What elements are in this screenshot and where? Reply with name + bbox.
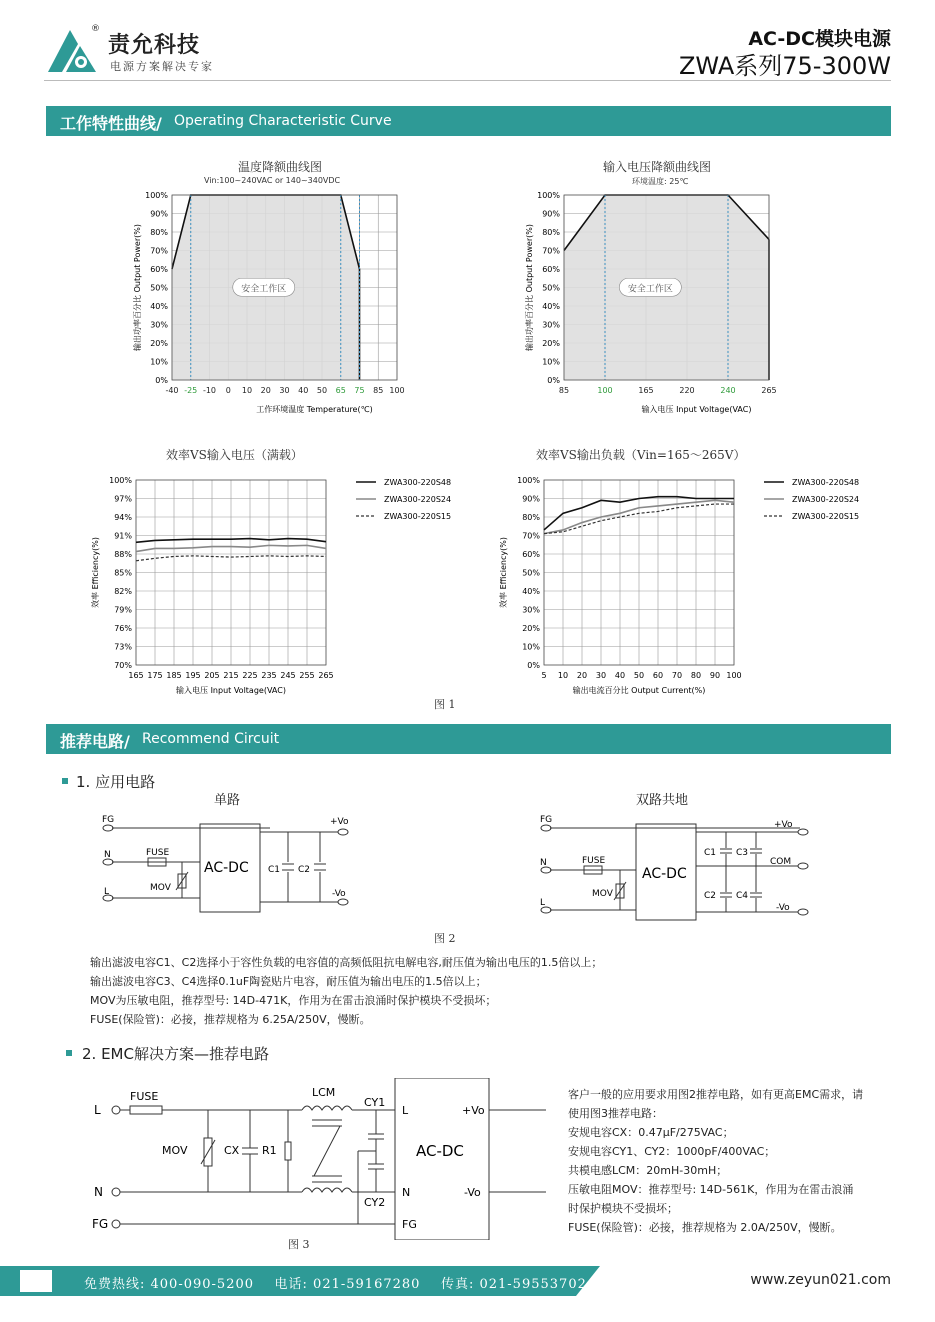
y-tick-label: 0% <box>155 376 168 385</box>
figure-2-caption: 图 2 <box>434 932 456 945</box>
x-axis-label: 输出电流百分比 Output Current(%) <box>572 686 706 695</box>
x-tick-label: 30 <box>279 386 290 395</box>
zone-label: 安全工作区 <box>241 284 287 295</box>
registered-mark: ® <box>91 24 100 34</box>
subsection-application: 1. 应用电路 <box>76 773 156 791</box>
x-tick-label: 220 <box>679 386 695 395</box>
n-label: N <box>104 850 111 860</box>
x-tick-label: 165 <box>638 386 654 395</box>
fuse-label: FUSE <box>130 1090 159 1103</box>
emc-note-2: 使用图3推荐电路： <box>568 1107 663 1120</box>
fg-label: FG <box>102 815 115 825</box>
bullet-square-icon <box>62 778 68 784</box>
footer-fax: 传真: 021-59553702 <box>440 1277 587 1292</box>
x-tick-label: 100 <box>726 671 742 680</box>
x-tick-label: 90 <box>709 671 721 680</box>
n-label: N <box>540 858 547 868</box>
x-tick-label: 20 <box>260 386 271 395</box>
x-tick-label: 70 <box>671 671 683 680</box>
y-tick-label: 30% <box>542 320 560 330</box>
y-tick-label: 50% <box>522 568 540 578</box>
mov-label: MOV <box>592 889 613 899</box>
circuit-emc <box>90 1078 550 1240</box>
y-tick-label: 70% <box>542 246 560 256</box>
x-tick-label: 255 <box>299 671 315 680</box>
chart-vin-title: 输入电压降额曲线图 <box>603 160 712 174</box>
y-tick-label: 80% <box>150 228 168 237</box>
mov-label: MOV <box>150 883 171 893</box>
y-tick-label: 79% <box>114 605 132 615</box>
x-tick-label: 0 <box>225 386 231 395</box>
footer-hotline: 免费热线: 400-090-5200 <box>84 1277 255 1292</box>
y-axis-label: 输出功率百分比 Output Power(%) <box>133 224 142 351</box>
chart-vin-subtitle: 环境温度: 25℃ <box>632 177 689 186</box>
y-tick-label: 60% <box>150 265 168 274</box>
y-tick-label: 100% <box>109 476 132 485</box>
note-line-1: 输出滤波电容C1、C2选择小于容性负载的电容值的高频低阻抗电解电容,耐压值为输出电压的1.5倍以上； <box>90 956 603 969</box>
legend-label: ZWA300-220S24 <box>792 495 860 504</box>
footer-square-icon <box>20 1270 52 1292</box>
circuit-dual <box>530 810 830 922</box>
series-title: ZWA系列75-300W <box>678 52 891 80</box>
x-tick-label: 65 <box>335 386 346 395</box>
x-axis-label: 输入电压 Input Voltage(VAC) <box>176 686 286 695</box>
emc-note-8: FUSE(保险管)：必接，推荐规格为 2.0A/250V，慢断。 <box>568 1221 842 1234</box>
zone-label: 安全工作区 <box>627 284 673 295</box>
x-tick-label: -40 <box>165 386 179 395</box>
y-tick-label: 91% <box>114 531 132 541</box>
brand-name: 责允科技 <box>108 33 201 58</box>
y-tick-label: 20% <box>522 624 540 633</box>
y-tick-label: 90% <box>150 209 168 219</box>
x-tick-label: 185 <box>166 671 182 680</box>
y-tick-label: 80% <box>522 513 540 522</box>
emc-note-7: 时保护模块不受损坏； <box>568 1202 678 1215</box>
y-tick-label: 60% <box>522 550 540 559</box>
x-tick-label: 265 <box>761 386 777 395</box>
y-tick-label: 85% <box>114 568 132 578</box>
fuse-label: FUSE <box>582 856 606 866</box>
brand-slogan: 电源方案解决专家 <box>110 60 214 73</box>
chart-temp-subtitle: Vin:100~240VAC or 140~340VDC <box>204 176 341 185</box>
x-tick-label: 75 <box>354 386 365 395</box>
x-axis-label: 工作环境温度 Temperature(℃) <box>256 405 373 414</box>
y-tick-label: 30% <box>150 320 168 330</box>
vo-minus-label: -Vo <box>332 889 346 899</box>
x-tick-label: 40 <box>298 386 309 395</box>
y-tick-label: 100% <box>517 476 540 485</box>
x-tick-label: 50 <box>316 386 328 395</box>
legend-label: ZWA300-220S48 <box>792 478 860 487</box>
y-axis-label: 效率 Efficiency(%) <box>499 537 508 608</box>
fg-label: FG <box>92 1217 109 1231</box>
y-tick-label: 40% <box>542 302 560 311</box>
product-line-title: AC-DC模块电源 <box>748 28 891 50</box>
x-tick-label: 20 <box>576 671 588 680</box>
y-tick-label: 20% <box>542 339 560 348</box>
x-tick-label: 60 <box>652 671 664 680</box>
y-tick-label: 90% <box>522 494 540 504</box>
figure-1-caption: 图 1 <box>434 698 456 711</box>
vo-plus-label: +Vo <box>774 820 793 830</box>
x-tick-label: 165 <box>128 671 144 680</box>
cx-label: CX <box>224 1144 240 1157</box>
acdc-label: AC-DC <box>204 860 249 876</box>
website-link[interactable]: www.zeyun021.com <box>750 1272 891 1288</box>
n-label: N <box>94 1185 103 1199</box>
r1-label: R1 <box>262 1144 277 1157</box>
vo-minus-label: -Vo <box>464 1186 481 1199</box>
y-tick-label: 70% <box>150 246 168 256</box>
y-tick-label: 70% <box>114 661 132 670</box>
emc-note-4: 安规电容CY1、CY2：1000pF/400VAC； <box>568 1145 776 1158</box>
legend-label: ZWA300-220S15 <box>792 512 860 521</box>
legend-label: ZWA300-220S48 <box>384 478 452 487</box>
y-tick-label: 50% <box>150 283 168 293</box>
c1-label: C1 <box>268 865 281 875</box>
chart-temp-title: 温度降额曲线图 <box>238 160 323 174</box>
fg-label: FG <box>540 815 553 825</box>
y-tick-label: 76% <box>114 624 132 633</box>
y-tick-label: 100% <box>145 191 168 200</box>
l-label: L <box>104 887 110 897</box>
lcm-label: LCM <box>312 1086 336 1099</box>
y-tick-label: 94% <box>114 513 132 522</box>
y-tick-label: 50% <box>542 283 560 293</box>
fuse-label: FUSE <box>146 848 170 858</box>
cy2-label: CY2 <box>364 1196 386 1209</box>
y-axis-label: 效率 Efficiency(%) <box>91 537 100 608</box>
y-tick-label: 30% <box>522 605 540 615</box>
circuit-dual-title: 双路共地 <box>636 793 689 808</box>
emc-note-5: 共模电感LCM：20mH-30mH； <box>568 1164 728 1177</box>
vo-plus-label: +Vo <box>330 817 349 827</box>
emc-note-1: 客户一般的应用要求用图2推荐电路，如有更高EMC需求，请 <box>568 1088 864 1101</box>
vo-minus-label: -Vo <box>776 903 790 913</box>
x-tick-label: 85 <box>373 386 384 395</box>
y-tick-label: 97% <box>114 494 132 504</box>
c1-label: C1 <box>704 848 717 858</box>
in-n-label: N <box>402 1186 411 1199</box>
x-tick-label: 100 <box>389 386 405 395</box>
y-tick-label: 100% <box>537 191 560 200</box>
x-tick-label: 80 <box>690 671 702 680</box>
section-title-cn: 工作特性曲线/ <box>60 114 162 133</box>
x-tick-label: 215 <box>223 671 239 680</box>
footer-contact <box>84 1273 587 1292</box>
x-tick-label: 85 <box>558 386 570 395</box>
y-tick-label: 40% <box>522 587 540 596</box>
x-tick-label: -25 <box>184 386 198 395</box>
y-tick-label: 10% <box>150 357 168 367</box>
x-axis-label: 输入电压 Input Voltage(VAC) <box>641 405 752 414</box>
chart-eff-vin-title: 效率VS输入电压（满载） <box>166 448 303 462</box>
x-tick-label: 40 <box>614 671 626 680</box>
x-tick-label: 30 <box>595 671 607 680</box>
x-tick-label: -10 <box>202 386 217 395</box>
y-tick-label: 10% <box>542 357 560 367</box>
x-tick-label: 205 <box>204 671 220 680</box>
legend-label: ZWA300-220S15 <box>384 512 452 521</box>
x-tick-label: 235 <box>261 671 277 680</box>
vo-plus-label: +Vo <box>462 1104 485 1117</box>
y-tick-label: 60% <box>542 265 560 274</box>
chart-eff-load-title: 效率VS输出负载（Vin=165～265V） <box>536 448 746 462</box>
y-tick-label: 82% <box>114 587 132 596</box>
emc-note-3: 安规电容CX：0.47μF/275VAC； <box>568 1126 734 1139</box>
x-tick-label: 265 <box>318 671 334 680</box>
y-tick-label: 0% <box>527 661 540 670</box>
x-tick-label: 245 <box>280 671 296 680</box>
footer-tel: 电话: 021-59167280 <box>274 1277 421 1292</box>
section-title-en: Operating Characteristic Curve <box>174 113 392 129</box>
note-line-3: MOV为压敏电阻，推荐型号: 14D-471K，作用为在雷击浪涌时保护模块不受损坏； <box>90 994 497 1007</box>
in-fg-label: FG <box>402 1218 417 1231</box>
x-tick-label: 50 <box>633 671 645 680</box>
legend-label: ZWA300-220S24 <box>384 495 452 504</box>
note-line-2: 输出滤波电容C3、C4选择0.1uF陶瓷贴片电容，耐压值为输出电压的1.5倍以上； <box>90 975 487 988</box>
y-axis-label: 输出功率百分比 Output Power(%) <box>525 224 534 351</box>
x-tick-label: 100 <box>597 386 613 395</box>
y-tick-label: 0% <box>547 376 560 385</box>
x-tick-label: 225 <box>242 671 258 680</box>
x-tick-label: 10 <box>557 671 569 680</box>
x-tick-label: 5 <box>541 671 547 680</box>
cy1-label: CY1 <box>364 1096 386 1109</box>
y-tick-label: 40% <box>150 302 168 311</box>
y-tick-label: 73% <box>114 642 132 652</box>
section-recommend-circuit <box>46 724 891 754</box>
c4-label: C4 <box>736 891 749 901</box>
y-tick-label: 80% <box>542 228 560 237</box>
c2-label: C2 <box>298 865 311 875</box>
subsection-emc: 2. EMC解决方案—推荐电路 <box>82 1045 269 1063</box>
section-title-cn: 推荐电路/ <box>60 732 130 751</box>
section-title-en: Recommend Circuit <box>142 731 280 747</box>
note-line-4: FUSE(保险管)：必接，推荐规格为 6.25A/250V，慢断。 <box>90 1013 371 1026</box>
circuit-single-title: 单路 <box>214 793 241 808</box>
x-tick-label: 240 <box>720 386 736 395</box>
figure-3-caption: 图 3 <box>288 1238 310 1251</box>
y-tick-label: 10% <box>522 642 540 652</box>
y-tick-label: 20% <box>150 339 168 348</box>
acdc-label: AC-DC <box>642 866 687 882</box>
x-tick-label: 195 <box>185 671 201 680</box>
l-label: L <box>94 1103 101 1117</box>
x-tick-label: 175 <box>147 671 163 680</box>
bullet-square-icon <box>66 1050 72 1056</box>
c3-label: C3 <box>736 848 749 858</box>
y-tick-label: 70% <box>522 531 540 541</box>
l-label: L <box>540 898 546 908</box>
in-l-label: L <box>402 1104 409 1117</box>
mov-label: MOV <box>162 1144 188 1157</box>
circuit-single <box>90 810 380 920</box>
c2-label: C2 <box>704 891 717 901</box>
y-tick-label: 88% <box>114 550 132 559</box>
com-label: COM <box>770 857 792 867</box>
acdc-label: AC-DC <box>416 1142 464 1160</box>
y-tick-label: 90% <box>542 209 560 219</box>
emc-note-6: 压敏电阻MOV：推荐型号: 14D-561K，作用为在雷击浪涌 <box>568 1183 854 1196</box>
x-tick-label: 10 <box>241 386 253 395</box>
